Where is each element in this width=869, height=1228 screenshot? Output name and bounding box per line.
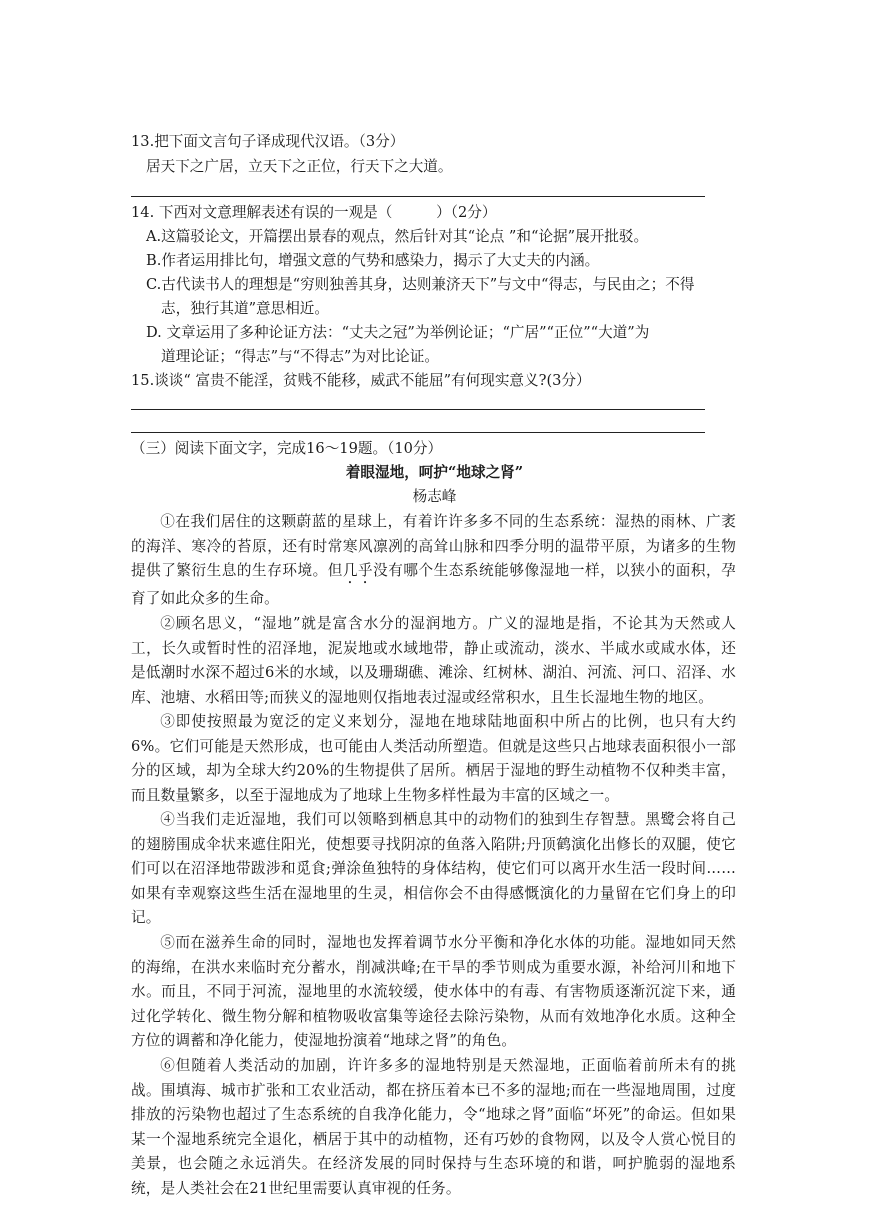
paragraph-1-part-b: 没有哪个生态系统能够像湿地一样，以狭小的面积，孕育了如此众多的生命。 [131, 562, 736, 607]
paragraph-1 [131, 510, 736, 612]
q14-stem: 14. 下西对文意理解表述有误的一观是（ ）（2分） [131, 204, 497, 221]
article-author: 杨志峰 [412, 488, 457, 505]
q13-stem: 13.把下面文言句子译成现代汉语。（3分） [131, 133, 405, 150]
answer-line-q15-1 [131, 409, 705, 410]
answer-line-q13 [131, 196, 705, 197]
paragraph-3: ③即使按照最为宽泛的定义来划分，湿地在地球陆地面积中所占的比例，也只有大约6%。它们可能是天然形成，也可能由人类活动所塑造。但就是这些只占地球表面积很小一部分的区域，却为全球大约20%的生物提供了居所。栖居于湿地的野生动植物不仅种类丰富，而且数量繁多，以至于湿地成为了地球上生物多样性最为丰富的区域之一。 [131, 713, 736, 804]
answer-line-q15-2 [131, 432, 705, 433]
q14-option-b: B.作者运用排比句，增强文意的气势和感染力，揭示了大丈夫的内涵。 [146, 252, 600, 269]
q15-stem: 15.谈谈“ 富贵不能淫，贫贱不能移，威武不能屈”有何现实意义?(3分） [131, 372, 591, 389]
paragraph-6: ⑥但随着人类活动的加剧，许许多多的湿地特别是天然湿地，正面临着前所未有的挑战。围填海、城市扩张和工农业活动，都在挤压着本已不多的湿地;而在一些湿地周围，过度排放的污染物也超过了生态系统的自我净化能力，令“地球之肾”面临“坏死”的命运。但如果某一个湿地系统完全退化，栖居于其中的动植物，还有巧妙的食物网，以及令人赏心悦目的美景，也会随之永远消失。在经济发展的同时保持与生态环境的和谐，呵护脆弱的湿地系统，是人类社会在21世纪里需要认真审视的任务。 [131, 1057, 736, 1197]
q13-sentence: 居天下之广居，立天下之正位，行天下之大道。 [146, 158, 453, 175]
q14-option-d: D. 文章运用了多种论证方法：“丈夫之冠”为举例论证；“广居”“正位”“大道”为 [146, 324, 650, 341]
paragraph-2: ②顾名思义，“湿地”就是富含水分的湿润地方。广义的湿地是指，不论其为天然或人工，长久或暂时性的沼泽地，泥炭地或水域地带，静止或流动，淡水、半咸水或咸水体，还是低潮时水深不超过6米的水域，以及珊瑚礁、滩涂、红树林、湖泊、河流、河口、沼泽、水库、池塘、水稻田等;而狭义的湿地则仅指地表过湿或经常积水，且生长湿地生物的地区。 [131, 615, 736, 706]
paragraph-5: ⑤而在滋养生命的同时，湿地也发挥着调节水分平衡和净化水体的功能。湿地如同天然的海绵，在洪水来临时充分蓄水，削减洪峰;在干旱的季节则成为重要水源，补给河川和地下水。而且，不同于河流，湿地里的水流较缓，使水体中的有毒、有害物质逐渐沉淀下来，通过化学转化、微生物分解和植物吸收富集等途径去除污染物，从而有效地净化水质。这种全方位的调蓄和净化能力，使湿地扮演着“地球之肾”的角色。 [131, 934, 736, 1049]
paragraph-1-emphasis: 几乎 [342, 562, 374, 579]
article-title: 着眼湿地，呵护“地球之肾” [345, 464, 524, 481]
paragraph-1-part-a: ①在我们居住的这颗蔚蓝的星球上，有着许许多多不同的生态系统：湿热的雨林、广袤的海洋、寒冷的苔原，还有时常寒风凛冽的高耸山脉和四季分明的温带平原，为诸多的生物提供了繁衍生息的生存环境。但 [131, 513, 736, 579]
paragraph-4: ④当我们走近湿地，我们可以领略到栖息其中的动物们的独到生存智慧。黑鹭会将自己的翅膀围成伞状来遮住阳光，使想要寻找阴凉的鱼落入陷阱;丹顶鹤演化出修长的双腿，使它们可以在沼泽地带跋涉和觅食;弹涂鱼独特的身体结构，使它们可以离开水生活一段时间……如果有幸观察这些生活在湿地里的生灵，相信你会不由得感慨演化的力量留在它们身上的印记。 [131, 811, 736, 926]
q14-option-d-cont: 道理论证；“得志”与“不得志”为对比论证。 [161, 348, 439, 365]
q14-option-c: C.古代读书人的理想是“穷则独善其身，达则兼济天下”与文中“得志，与民由之；不得 [146, 276, 695, 293]
q14-option-a: A.这篇驳论文，开篇摆出景春的观点，然后针对其“论点 ”和“论据”展开批驳。 [146, 228, 649, 245]
section3-intro: （三）阅读下面文字，完成16～19题。（10分） [131, 440, 443, 457]
q14-option-c-cont: 志，独行其道”意思相近。 [161, 300, 329, 317]
